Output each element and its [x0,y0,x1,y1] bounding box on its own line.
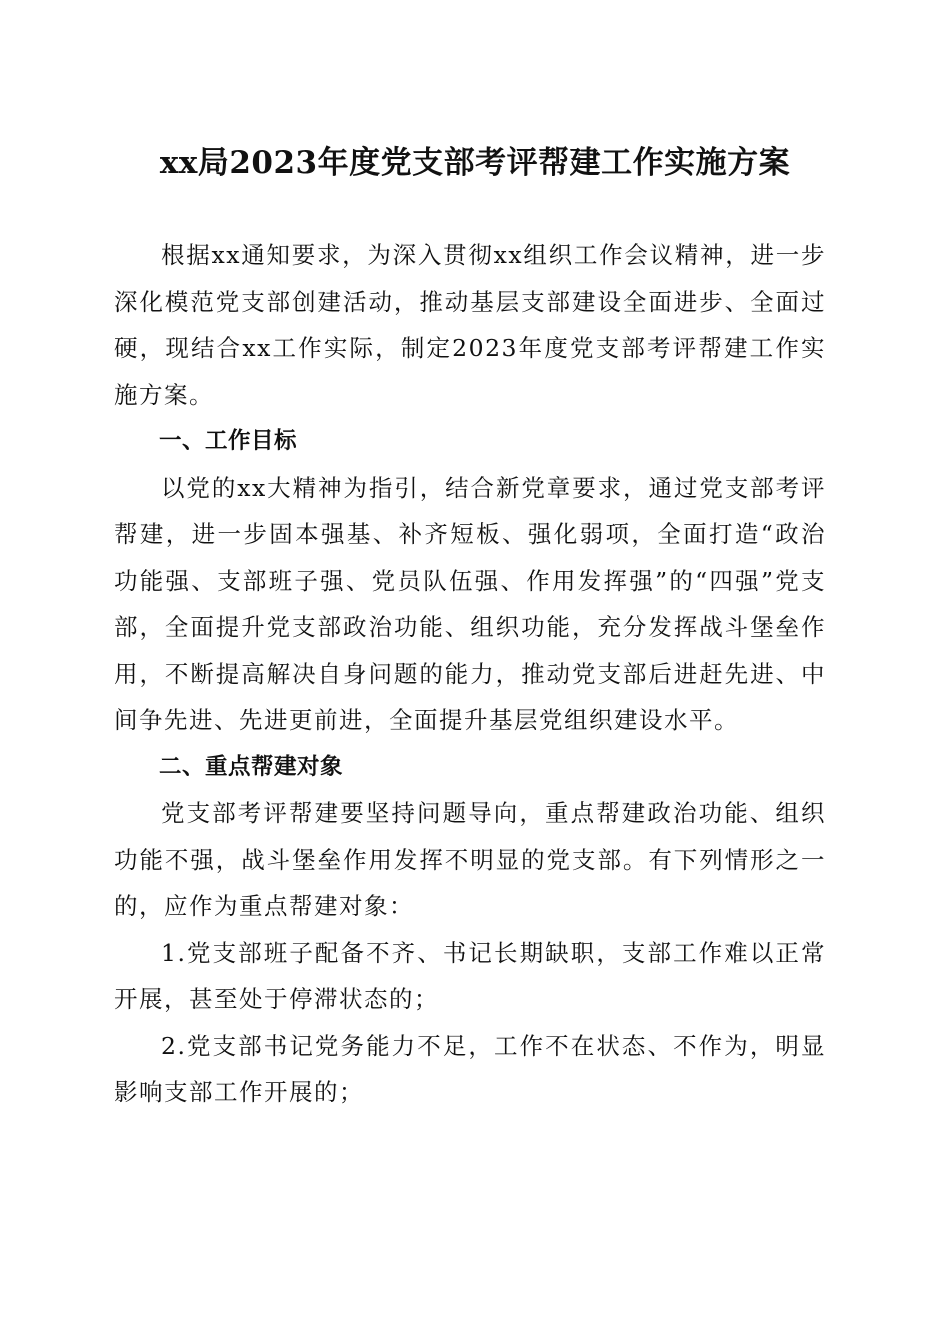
list-item: 1.党支部班子配备不齐、书记长期缺职，支部工作难以正常开展，甚至处于停滞状态的； [114,938,826,1013]
document-title: xx局2023年度党支部考评帮建工作实施方案 [159,145,791,181]
list-item: 2.党支部书记党务能力不足，工作不在状态、不作为，明显影响支部工作开展的； [114,1031,826,1106]
goals-paragraph: 以党的xx大精神为指引，结合新党章要求，通过党支部考评帮建，进一步固本强基、补齐短板、强化弱项，全面打造“政治功能强、支部班子强、党员队伍强、作用发挥强”的“四强”党支部，全面提升党支部政治功能、组织功能，充分发挥战斗堡垒作用，不断提高解决自身问题的能力，推动党支部后进赶先进、中间争先进、先进更前进，全面提升基层党组织建设水平。 [114,473,826,734]
section-heading-targets: 二、重点帮建对象 [159,753,344,780]
targets-paragraph: 党支部考评帮建要坚持问题导向，重点帮建政治功能、组织功能不强，战斗堡垒作用发挥不明显的党支部。有下列情形之一的，应作为重点帮建对象： [114,799,826,920]
section-heading-goals: 一、工作目标 [159,428,298,454]
document-body [114,232,826,1116]
intro-paragraph: 根据xx通知要求，为深入贯彻xx组织工作会议精神，进一步深化模范党支部创建活动，推动基层支部建设全面进步、全面过硬，现结合xx工作实际，制定2023年度党支部考评帮建工作实施方案。 [114,241,826,409]
